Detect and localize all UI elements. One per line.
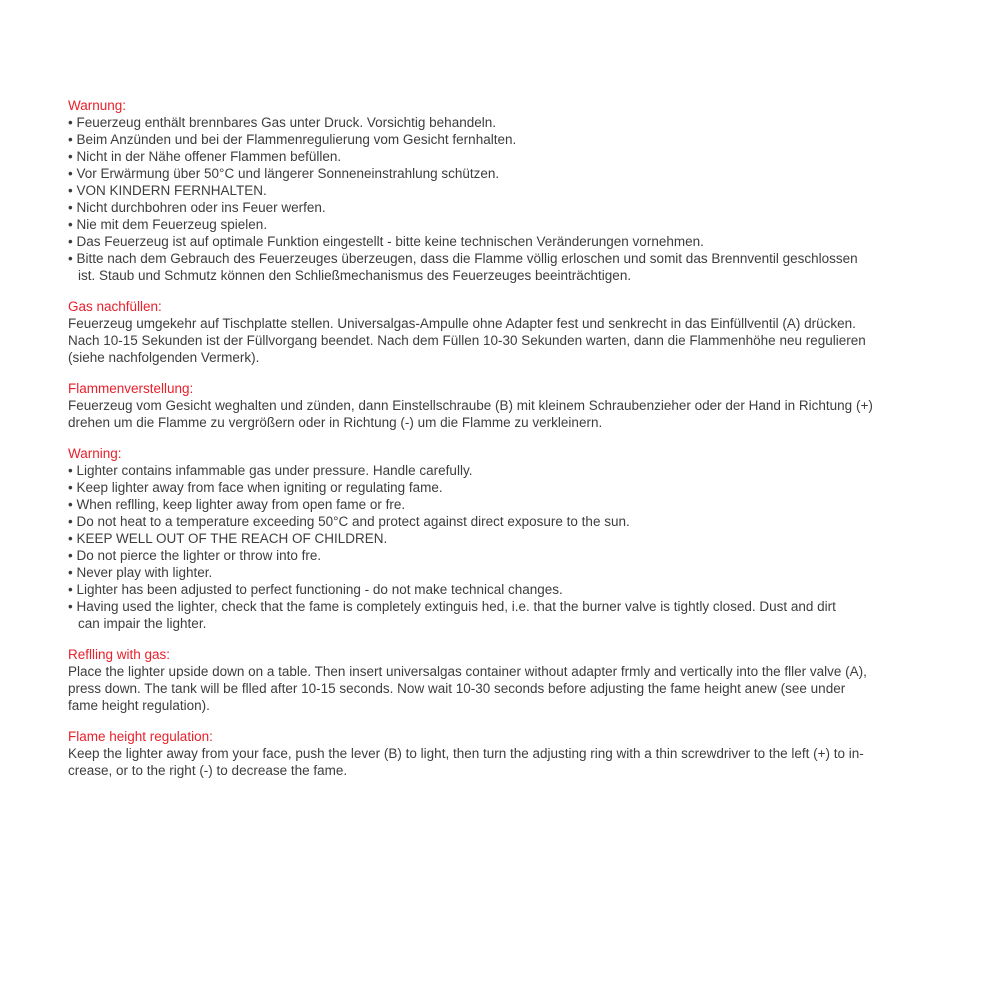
text-line: fame height regulation). (68, 698, 210, 713)
text-line: • Feuerzeug enthält brennbares Gas unter Druck. Vorsichtig behandeln. (68, 115, 496, 130)
text-line: • VON KINDERN FERNHALTEN. (68, 183, 267, 198)
text-line: • Do not heat to a temperature exceeding 50°C and protect against direct exposure to the sun. (68, 514, 630, 529)
text-line: Feuerzeug umgekehr auf Tischplatte stellen. Universalgas-Ampulle ohne Adapter fest und senkrecht in das Einfüllventil (A) drücken. (68, 316, 856, 331)
section-heading: Flammenverstellung: (68, 381, 194, 396)
text-line: • Keep lighter away from face when igniting or regulating fame. (68, 480, 443, 495)
text-line: can impair the lighter. (78, 616, 207, 631)
text-line: • Lighter contains infammable gas under pressure. Handle carefully. (68, 463, 473, 478)
instruction-section (68, 445, 968, 632)
text-line: • When reflling, keep lighter away from open fame or fre. (68, 497, 406, 512)
text-line: Feuerzeug vom Gesicht weghalten und zünden, dann Einstellschraube (B) mit kleinem Schraubenzieher oder der Hand in Richtung (+) (68, 398, 873, 413)
section-heading: Gas nachfüllen: (68, 299, 162, 314)
instruction-section (68, 97, 968, 284)
text-line: • Nicht in der Nähe offener Flammen befüllen. (68, 149, 342, 164)
text-line: Keep the lighter away from your face, push the lever (B) to light, then turn the adjusting ring with a thin screwdriver to the left (+) to in- (68, 746, 864, 761)
text-line: • Bitte nach dem Gebrauch des Feuerzeuges überzeugen, dass die Flamme völlig erloschen und somit das Brennventil geschlossen (68, 251, 858, 266)
text-line: drehen um die Flamme zu vergrößern oder in Richtung (-) um die Flamme zu verkleinern. (68, 415, 603, 430)
text-line: (siehe nachfolgenden Vermerk). (68, 350, 260, 365)
section-heading: Flame height regulation: (68, 729, 213, 744)
section-heading: Warnung: (68, 98, 127, 113)
text-line: Nach 10-15 Sekunden ist der Füllvorgang beendet. Nach dem Füllen 10-30 Sekunden warten, dann die Flammenhöhe neu regulieren (68, 333, 866, 348)
text-line: crease, or to the right (-) to decrease the fame. (68, 763, 348, 778)
text-line: • Beim Anzünden und bei der Flammenregulierung vom Gesicht fernhalten. (68, 132, 517, 147)
section-heading: Reflling with gas: (68, 647, 171, 662)
text-line: • Nie mit dem Feuerzeug spielen. (68, 217, 268, 232)
text-line: • Do not pierce the lighter or throw into fre. (68, 548, 322, 563)
instruction-section (68, 380, 968, 431)
text-line: press down. The tank will be flled after 10-15 seconds. Now wait 10-30 seconds before adjusting the fame height anew (see under (68, 681, 846, 696)
text-line: • Das Feuerzeug ist auf optimale Funktion eingestellt - bitte keine technischen Veränderungen vornehmen. (68, 234, 704, 249)
text-line: • Never play with lighter. (68, 565, 213, 580)
instruction-section (68, 646, 968, 714)
text-line: • Vor Erwärmung über 50°C und längerer Sonneneinstrahlung schützen. (68, 166, 500, 181)
text-line: • Having used the lighter, check that the fame is completely extinguis hed, i.e. that the burner valve is tightly closed. Dust and dirt (68, 599, 836, 614)
text-line: ist. Staub und Schmutz können den Schließmechanismus des Feuerzeuges beeinträchtigen. (78, 268, 632, 283)
section-heading: Warning: (68, 446, 122, 461)
instruction-section (68, 728, 968, 779)
text-line: • KEEP WELL OUT OF THE REACH OF CHILDREN. (68, 531, 388, 546)
text-line: • Nicht durchbohren oder ins Feuer werfen. (68, 200, 326, 215)
instruction-text (68, 97, 968, 793)
text-line: • Lighter has been adjusted to perfect functioning - do not make technical changes. (68, 582, 563, 597)
instruction-section (68, 298, 968, 366)
text-line: Place the lighter upside down on a table. Then insert universalgas container without adapter frmly and vertically into the fller valve (A), (68, 664, 867, 679)
